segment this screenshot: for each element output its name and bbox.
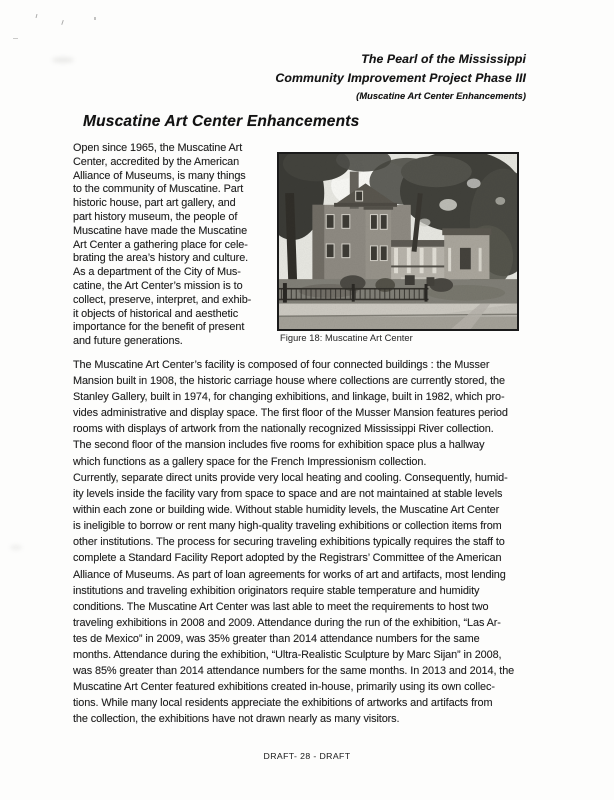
scan-artifact-mark — [36, 14, 38, 18]
scan-artifact-mark — [61, 20, 63, 25]
text-line: Open since 1965, the Muscatine Art — [73, 142, 243, 154]
text-line: other institutions. The process for securing traveling exhibitions typically requires the staff to — [73, 536, 505, 549]
page-title: Muscatine Art Center Enhancements — [83, 113, 360, 130]
scan-smudge — [10, 545, 22, 550]
muscatine-art-center-photo — [277, 152, 519, 331]
text-line: ity levels inside the facility vary from space to space and are not maintained at stable levels — [73, 488, 503, 501]
text-line: the collection, the exhibitions have not drawn nearly as many visitors. — [73, 713, 400, 726]
text-line: conditions. The Muscatine Art Center was last able to meet the requirements to host two — [73, 600, 489, 613]
header-project-phase: Community Improvement Project Phase III — [275, 71, 526, 85]
page-footer: DRAFT- 28 - DRAFT — [263, 751, 351, 761]
text-line: to the community of Muscatine. Part — [73, 183, 244, 196]
intro-section — [73, 142, 521, 349]
text-line: Center, accredited by the American — [73, 155, 240, 168]
text-line: historic house, part art gallery, and — [73, 197, 236, 210]
scan-smudge — [52, 57, 74, 63]
text-line: rooms with displays of artwork from the nationally recognized Mississippi River collection. — [73, 423, 494, 436]
text-line: importance for the benefit of present — [73, 321, 245, 334]
text-line: Mansion built in 1908, the historic carriage house where collections are currently stored, the — [73, 375, 505, 388]
text-line: As a department of the City of Mus- — [73, 266, 241, 279]
text-line: Muscatine have made the Muscatine — [73, 224, 248, 237]
text-line: catine, the Art Center’s mission is to — [73, 279, 243, 292]
text-line: complete a Standard Facility Report adopted by the Registrars’ Committee of the American — [73, 552, 502, 565]
mansion-photo-illustration — [279, 154, 517, 329]
text-line: tes de Mexico” in 2009, was 35% greater than 2014 attendance numbers for the same — [73, 632, 480, 645]
text-line: The Muscatine Art Center’s facility is composed of four connected buildings : the Musser — [73, 359, 490, 371]
header-project-name: The Pearl of the Mississippi — [361, 52, 526, 66]
scan-artifact-mark — [13, 38, 18, 39]
text-line: The second floor of the mansion includes five rooms for exhibition space plus a hallway — [73, 439, 485, 452]
text-line: Art Center a gathering place for cele- — [73, 238, 248, 251]
text-line: was 85% greater than 2014 attendance numbers for the same months. In 2013 and 2014, the — [73, 665, 515, 678]
text-line: Alliance of Museums. As part of loan agreements for works of art and artifacts, most lending — [73, 568, 506, 581]
document-header — [275, 50, 526, 105]
text-line: Currently, separate direct units provide very local heating and cooling. Consequently, humid- — [73, 472, 508, 484]
text-line: part history museum, the people of — [73, 210, 238, 223]
text-line: Alliance of Museums, is many things — [73, 169, 246, 182]
header-subtitle: (Muscatine Art Center Enhancements) — [356, 91, 526, 101]
scan-artifact-mark — [94, 17, 96, 20]
text-line: months. Attendance during the exhibition, “Ultra-Realistic Sculpture by Marc Sijan” in 2008, — [73, 649, 502, 662]
text-line: collect, preserve, interpret, and exhib- — [73, 293, 252, 306]
text-line: Stanley Gallery, built in 1974, for changing exhibitions, and linkage, built in 1982, which pro- — [73, 391, 505, 404]
text-line: vides administrative and display space. The first floor of the Musser Mansion features period — [73, 407, 508, 420]
text-line: within each zone or building wide. Without stable humidity levels, the Muscatine Art Center — [73, 504, 500, 517]
text-line: it objects of historical and aesthetic — [73, 307, 239, 320]
text-line: which functions as a gallery space for the French Impressionism collection. — [73, 455, 427, 468]
text-line: traveling exhibitions in 2008 and 2009. Attendance during the run of the exhibition, “Las Ar- — [73, 616, 501, 629]
humidity-paragraph — [73, 470, 533, 728]
text-line: institutions and traveling exhibition originators require stable temperature and humidity — [73, 584, 480, 597]
figure-caption: Figure 18: Muscatine Art Center — [280, 333, 413, 343]
text-line: and future generations. — [73, 335, 183, 348]
facility-paragraph — [73, 357, 533, 470]
text-line: is ineligible to borrow or rent many high-quality traveling exhibitions or collection items from — [73, 520, 502, 533]
text-line: brating the area’s history and culture. — [73, 252, 249, 265]
figure-18 — [277, 152, 519, 343]
text-line: Muscatine Art Center featured exhibitions created in-house, primarily using its own collec- — [73, 681, 495, 694]
text-line: tions. While many local residents appreciate the exhibitions of artworks and artifacts from — [73, 697, 493, 710]
